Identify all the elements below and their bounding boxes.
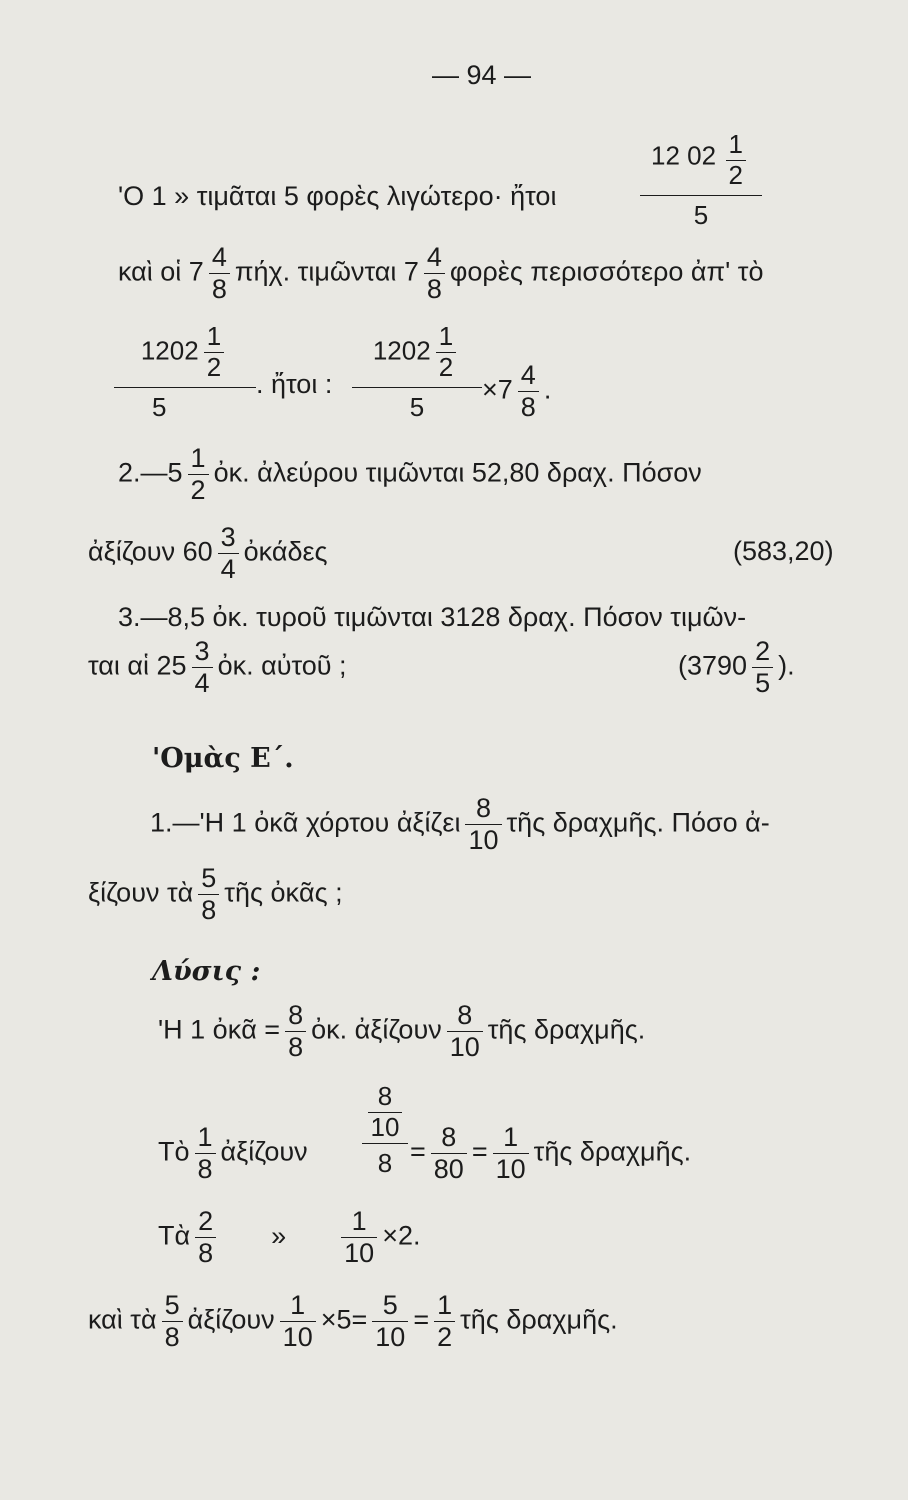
solution-4 <box>88 1290 618 1353</box>
line-3-a: . ἤτοι : <box>256 369 333 399</box>
fraction: $\frac{8}{80}$ <box>431 1122 467 1185</box>
line-3-fraction-1 <box>114 322 256 423</box>
e1b-a: ξίζουν τὰ <box>88 877 194 908</box>
problem-2 <box>118 443 702 506</box>
p2-b: ὀκ. ἀλεύρου τιμῶνται 52,80 δραχ. Πόσον <box>213 457 702 488</box>
fraction: $\frac{5}{10}$ <box>372 1290 408 1353</box>
p2b-b: ὀκάδες <box>243 536 328 567</box>
den: 5 <box>409 391 425 422</box>
fraction: $\frac{1}{2}$ <box>436 322 456 383</box>
fraction: $\frac{8}{10}$ <box>447 1000 483 1063</box>
p2-a: 2.—5 <box>118 457 183 488</box>
exercise-1-cont <box>88 863 343 926</box>
line-1-denominator: 5 <box>693 199 709 230</box>
fraction: $\frac{2}{5}$ <box>752 636 773 699</box>
s2-b: ἀξίζουν <box>220 1136 308 1167</box>
p2b-a: ἀξίζουν 60 <box>88 536 213 567</box>
fraction: $\frac{2}{8}$ <box>195 1206 216 1269</box>
e1b-b: τῆς ὀκᾶς ; <box>224 877 343 908</box>
group-heading: 'Ομὰς Ε΄. <box>152 743 294 774</box>
line-1-int: 12 02 <box>651 140 717 171</box>
s3-c: ×2. <box>382 1220 421 1251</box>
s3-a: Τὰ <box>158 1220 191 1251</box>
line-1-text: 'Ο 1 » τιμᾶται 5 φορὲς λιγώτερο· ἤτοι <box>118 181 557 211</box>
fraction: $\frac{5}{8}$ <box>162 1290 183 1353</box>
s2-c: τῆς δραχμῆς. <box>533 1136 692 1167</box>
int: 1202 <box>372 335 431 366</box>
p3b-b: ὀκ. αὐτοῦ ; <box>217 650 347 681</box>
times: ×7 <box>482 374 513 405</box>
exercise-1 <box>150 793 770 856</box>
page-number: — 94 — <box>432 60 532 90</box>
solution-3 <box>158 1206 420 1269</box>
problem-3-cont <box>88 636 347 699</box>
eq: = <box>410 1136 426 1167</box>
problem-2-answer: (583,20) <box>733 536 834 566</box>
fraction: $\frac{8}{8}$ <box>285 1000 306 1063</box>
line-2-c: φορὲς περισσότερο ἀπ' τὸ <box>449 256 764 287</box>
s4-a: καὶ τὰ <box>88 1304 157 1335</box>
e1-b: τῆς δραχμῆς. Πόσο ἀ- <box>506 807 770 838</box>
int: 1202 <box>140 335 199 366</box>
fraction: $\frac{1}{2}$ <box>204 322 224 383</box>
s4-b: ἀξίζουν <box>187 1304 275 1335</box>
line-3-b <box>482 360 551 423</box>
fraction: $\frac{4}{8}$ <box>424 242 445 305</box>
fraction: $\frac{1}{10}$ <box>280 1290 316 1353</box>
solution-1 <box>158 1000 645 1063</box>
e1-a: 1.—'Η 1 ὀκᾶ χόρτου ἀξίζει <box>150 807 461 838</box>
den: 8 <box>377 1147 393 1178</box>
fraction: $\frac{4}{8}$ <box>518 360 539 423</box>
p3b-a: ται αἱ 25 <box>88 650 187 681</box>
line-1-mixed-fraction: $\frac{1}{2}$ <box>726 130 746 191</box>
s2-a: Τὸ <box>158 1136 190 1167</box>
fraction: $\frac{8}{10}$ <box>465 793 501 856</box>
fraction: $\frac{1}{2}$ <box>434 1290 455 1353</box>
solution-2-b <box>410 1122 691 1185</box>
complex-fraction <box>362 1082 408 1179</box>
line-1-fraction <box>640 130 762 231</box>
den: 5 <box>152 391 167 422</box>
fraction: $\frac{8}{10}$ <box>368 1082 403 1143</box>
s1-b: ὀκ. ἀξίζουν <box>311 1014 442 1045</box>
eq: = <box>471 1136 488 1167</box>
problem-2-cont <box>88 522 328 585</box>
fraction: $\frac{1}{8}$ <box>195 1122 216 1185</box>
s4-d: τῆς δραχμῆς. <box>460 1304 618 1335</box>
dot: . <box>543 374 552 405</box>
s1-c: τῆς δραχμῆς. <box>487 1014 646 1045</box>
fraction: $\frac{4}{8}$ <box>209 242 230 305</box>
ditto: » <box>271 1220 287 1251</box>
solution-2-a <box>158 1122 308 1185</box>
fraction: $\frac{1}{10}$ <box>493 1122 529 1185</box>
problem-3-answer <box>678 636 795 699</box>
ans-b: ). <box>778 650 795 681</box>
line-2 <box>118 242 763 305</box>
fraction: $\frac{1}{10}$ <box>341 1206 377 1269</box>
fraction: $\frac{3}{4}$ <box>192 636 213 699</box>
ans-a: (3790 <box>678 650 748 681</box>
line-2-b: πήχ. τιμῶνται 7 <box>234 256 419 287</box>
problem-3: 3.—8,5 ὀκ. τυροῦ τιμῶνται 3128 δραχ. Πόσον τιμῶν- <box>118 602 747 632</box>
eq: = <box>413 1304 430 1335</box>
fraction: $\frac{5}{8}$ <box>198 863 219 926</box>
solution-heading: Λύσις : <box>152 956 261 987</box>
fraction: $\frac{1}{2}$ <box>188 443 209 506</box>
line-2-a: καὶ οἱ 7 <box>118 256 204 287</box>
fraction: $\frac{3}{4}$ <box>218 522 239 585</box>
s4-c: ×5= <box>320 1304 368 1335</box>
line-3-fraction-2 <box>352 322 482 423</box>
s1-a: 'Η 1 ὀκᾶ = <box>158 1014 281 1045</box>
